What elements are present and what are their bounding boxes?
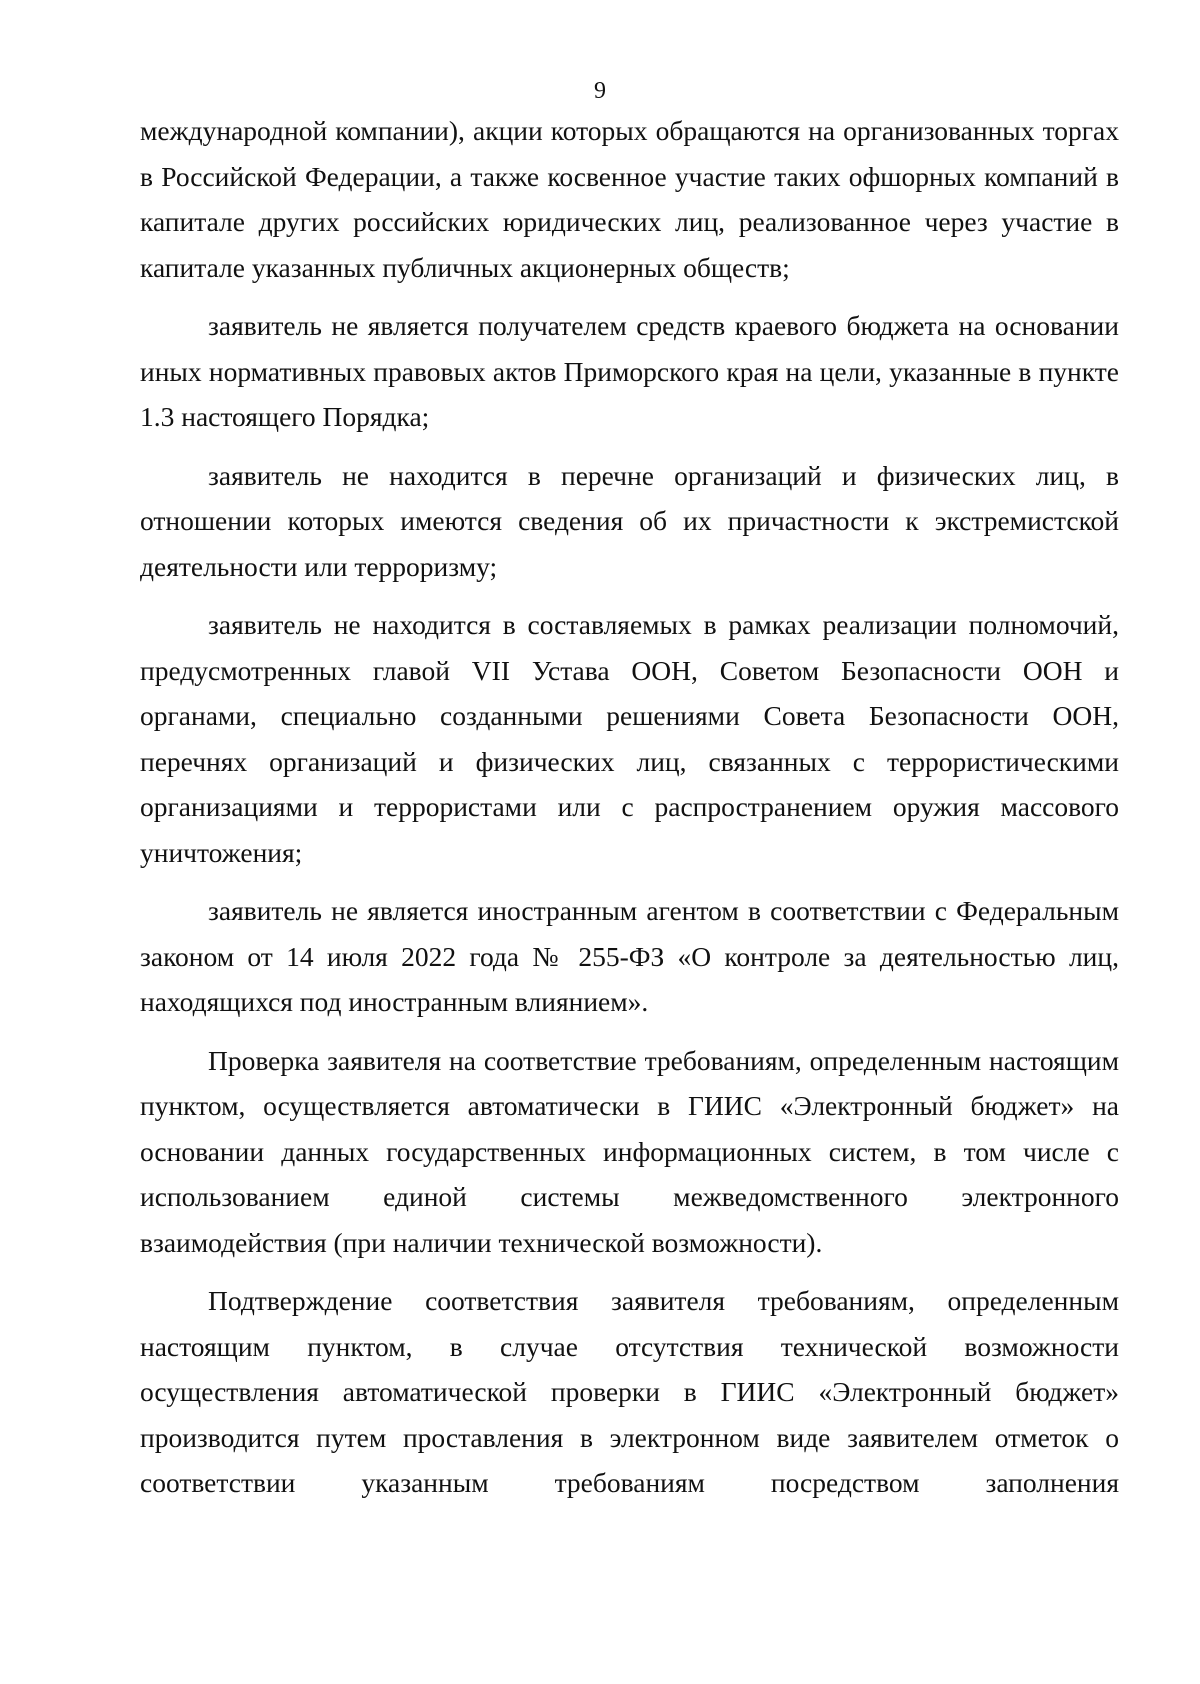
document-body (140, 108, 1119, 1506)
page-number: 9 (594, 78, 606, 104)
paragraph-not-budget-recipient: заявитель не является получателем средств краевого бюджета на основании иных нормативных правовых актов Приморского края на цели, указанные в пункте 1.3 настоящего Порядка; (140, 310, 1119, 432)
paragraph-manual-confirmation: Подтверждение соответствия заявителя требованиям, определенным настоящим пунктом, в случае отсутствия технической возможности осуществления автоматической проверки в ГИИС «Электронный бюджет» производится путем проставления в электронном виде заявителем отметок о соответствии указанным требованиям посредством заполнения (140, 1285, 1119, 1498)
paragraph-continuation: международной компании), акции которых обращаются на организованных торгах в Российской Федерации, а также косвенное участие таких офшорных компаний в капитале других российских юридических лиц, реализованное через участие в капитале указанных публичных акционерных обществ; (140, 115, 1119, 283)
paragraph-not-un-sanctions-list: заявитель не находится в составляемых в рамках реализации полномочий, предусмотренных главой VII Устава ООН, Советом Безопасности ООН и органами, специально созданными решениями Совета Безопасности ООН, перечнях организаций и физических лиц, связанных с террористическими организациями и террористами или с распространением оружия массового уничтожения; (140, 609, 1119, 868)
paragraph-not-extremist-list: заявитель не находится в перечне организаций и физических лиц, в отношении которых имеются сведения об их причастности к экстремистской деятельности или терроризму; (140, 459, 1119, 582)
paragraph-automatic-check: Проверка заявителя на соответствие требованиям, определенным настоящим пунктом, осуществляется автоматически в ГИИС «Электронный бюджет» на основании данных государственных информационных систем, в том числе с использованием единой системы межведомственного электронного взаимодействия (при наличии технической возможности). (140, 1044, 1119, 1258)
paragraph-not-foreign-agent: заявитель не является иностранным агентом в соответствии с Федеральным законом от 14 июля 2022 года № 255-ФЗ «О контроле за деятельностью лиц, находящихся под иностранным влиянием». (140, 895, 1119, 1017)
